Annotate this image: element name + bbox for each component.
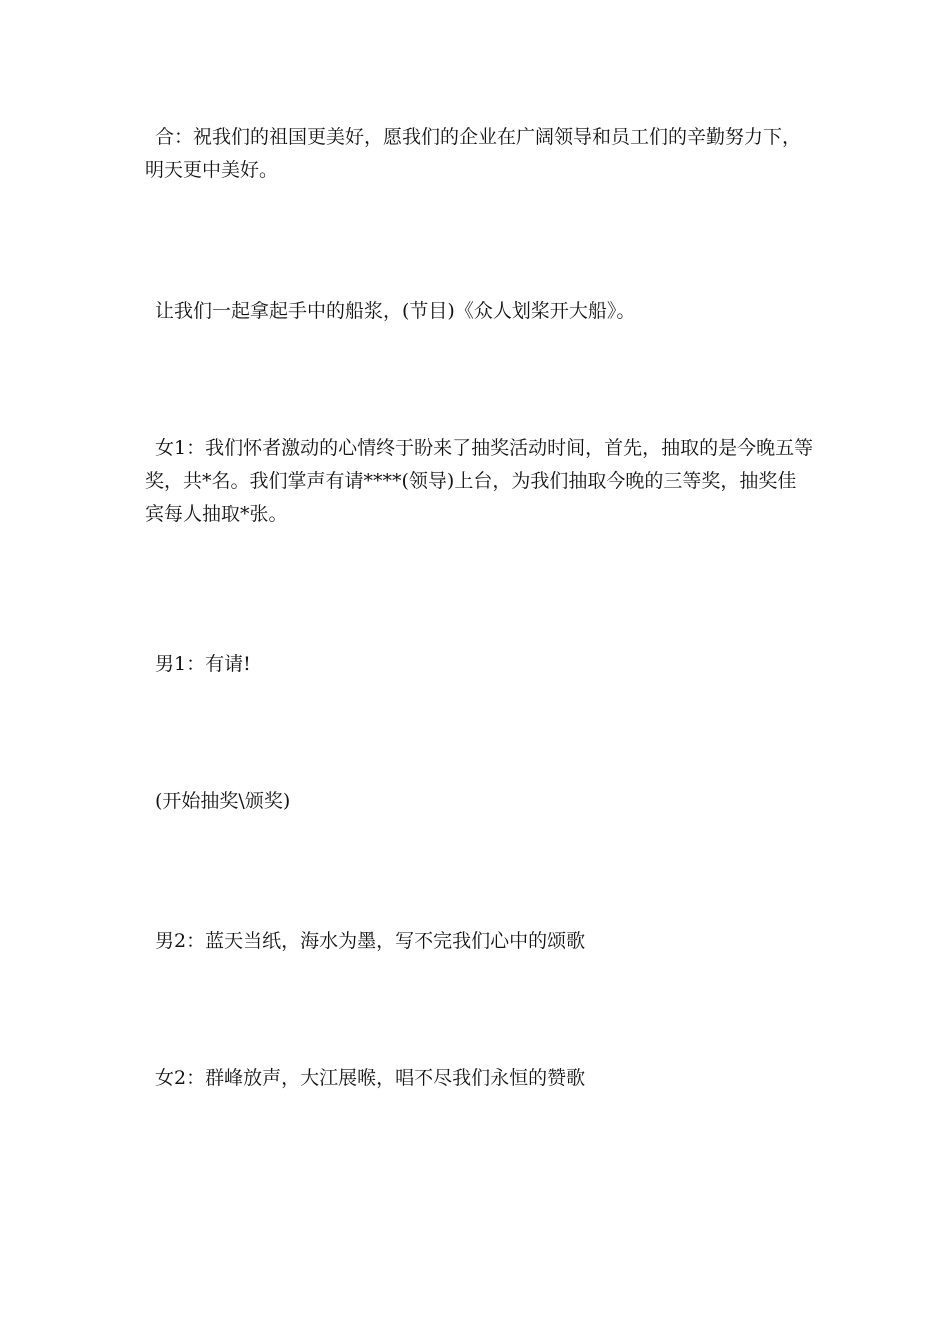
paragraph-stage-direction: (开始抽奖\颁奖) bbox=[155, 790, 291, 812]
paragraph-female1-lottery: 女1：我们怀者激动的心情终于盼来了抽奖活动时间，首先，抽取的是今晚五等奖，共*名。我们掌声有请****(领导)上台，为我们抽取今晚的三等奖，抽奖佳宾每人抽取*张。 bbox=[145, 437, 814, 525]
paragraph-male2-line: 男2：蓝天当纸，海水为墨，写不完我们心中的颂歌 bbox=[155, 930, 586, 952]
paragraph-chorus-blessing: 合：祝我们的祖国更美好，愿我们的企业在广阔领导和员工们的辛勤努力下，明天更中美好。 bbox=[145, 126, 802, 181]
paragraph-program-intro: 让我们一起拿起手中的船浆，(节目)《众人划桨开大船》。 bbox=[155, 300, 636, 322]
paragraph-female2-line: 女2：群峰放声，大江展喉，唱不尽我们永恒的赞歌 bbox=[155, 1067, 586, 1089]
paragraph-male1-invite: 男1：有请! bbox=[155, 653, 251, 675]
